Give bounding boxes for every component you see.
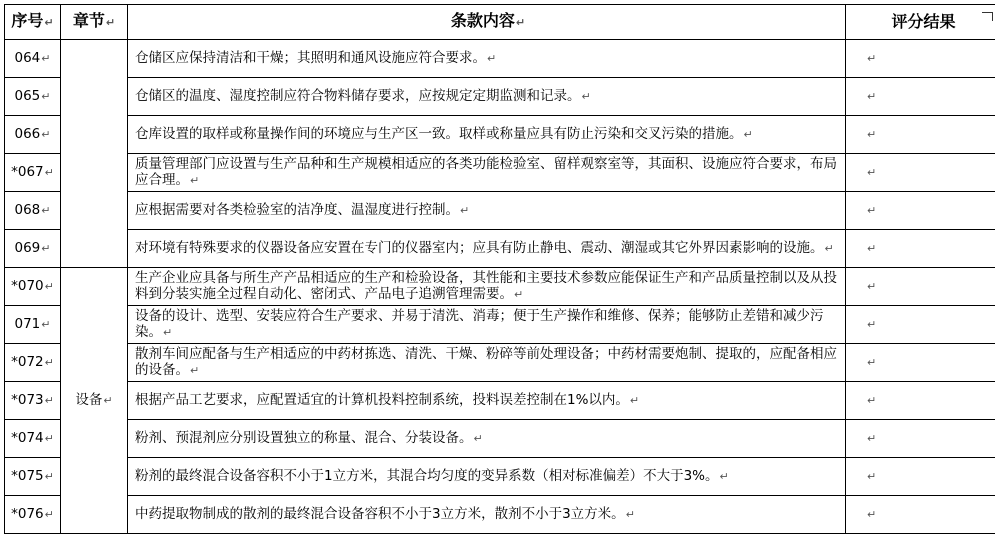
table-header-row [5,5,995,40]
row-number: *073↵ [5,382,61,420]
clause-content: 设备的设计、选型、安装应符合生产要求、并易于清洗、消毒；便于生产操作和维修、保养；能够防止差错和减少污染。↵ [128,306,846,344]
table-row [5,40,995,78]
table-row [5,230,995,268]
score-result-cell[interactable]: ↵ [846,496,995,534]
table-row [5,116,995,154]
score-result-cell[interactable]: ↵ [846,78,995,116]
clause-content: 中药提取物制成的散剂的最终混合设备容积不小于3立方米，散剂不小于3立方米。↵ [128,496,846,534]
row-number: *075↵ [5,458,61,496]
row-number: 065↵ [5,78,61,116]
table-row [5,344,995,382]
table-row [5,192,995,230]
clause-content: 根据产品工艺要求，应配置适宜的计算机投料控制系统，投料误差控制在1%以内。↵ [128,382,846,420]
row-number: 069↵ [5,230,61,268]
score-result-cell[interactable]: ↵ [846,306,995,344]
chapter-cell-empty [61,78,128,116]
header-no: 序号↵ [5,5,61,40]
score-result-cell[interactable]: ↵ [846,154,995,192]
clause-content: 质量管理部门应设置与生产品种和生产规模相适应的各类功能检验室、留样观察室等，其面积、设施应符合要求，布局应合理。↵ [128,154,846,192]
row-number: 066↵ [5,116,61,154]
clause-content: 对环境有特殊要求的仪器设备应安置在专门的仪器室内；应具有防止静电、震动、潮湿或其它外界因素影响的设施。↵ [128,230,846,268]
table-row [5,496,995,534]
row-number: 068↵ [5,192,61,230]
header-result: 评分结果 [846,5,995,40]
scoring-table [4,4,995,534]
header-chapter: 章节↵ [61,5,128,40]
score-result-cell[interactable]: ↵ [846,40,995,78]
clause-content: 仓库设置的取样或称量操作间的环境应与生产区一致。取样或称量应具有防止污染和交叉污染的措施。↵ [128,116,846,154]
table-row [5,78,995,116]
score-result-cell[interactable]: ↵ [846,382,995,420]
score-result-cell[interactable]: ↵ [846,344,995,382]
chapter-cell-empty [61,230,128,268]
header-content: 条款内容↵ [128,5,846,40]
score-result-cell[interactable]: ↵ [846,230,995,268]
score-result-cell[interactable]: ↵ [846,420,995,458]
score-result-cell[interactable]: ↵ [846,192,995,230]
row-number: *074↵ [5,420,61,458]
table-row [5,420,995,458]
table-row [5,306,995,344]
row-number: 071↵ [5,306,61,344]
clause-content: 仓储区的温度、湿度控制应符合物料储存要求，应按规定定期监测和记录。↵ [128,78,846,116]
clause-content: 生产企业应具备与所生产产品相适应的生产和检验设备，其性能和主要技术参数应能保证生产和产品质量控制以及从投料到分装实施全过程自动化、密闭式、产品电子追溯管理需要。↵ [128,268,846,306]
clause-content: 仓储区应保持清洁和干燥；其照明和通风设施应符合要求。↵ [128,40,846,78]
chapter-cell: 设备↵ [61,268,128,534]
clause-content: 粉剂、预混剂应分别设置独立的称量、混合、分装设备。↵ [128,420,846,458]
row-number: *076↵ [5,496,61,534]
table-row [5,458,995,496]
clause-content: 粉剂的最终混合设备容积不小于1立方米，其混合均匀度的变异系数（相对标准偏差）不大于3%。↵ [128,458,846,496]
row-number: *067↵ [5,154,61,192]
row-number: *070↵ [5,268,61,306]
score-result-cell[interactable]: ↵ [846,458,995,496]
chapter-cell-empty [61,116,128,154]
row-number: *072↵ [5,344,61,382]
table-row [5,382,995,420]
chapter-cell-empty [61,40,128,78]
chapter-cell-empty [61,192,128,230]
clause-content: 应根据需要对各类检验室的洁净度、温湿度进行控制。↵ [128,192,846,230]
score-result-cell[interactable]: ↵ [846,116,995,154]
chapter-cell-empty [61,154,128,192]
clause-content: 散剂车间应配备与生产相适应的中药材拣选、清洗、干燥、粉碎等前处理设备；中药材需要炮制、提取的，应配备相应的设备。↵ [128,344,846,382]
table-row [5,268,995,306]
table-row [5,154,995,192]
row-number: 064↵ [5,40,61,78]
score-result-cell[interactable]: ↵ [846,268,995,306]
